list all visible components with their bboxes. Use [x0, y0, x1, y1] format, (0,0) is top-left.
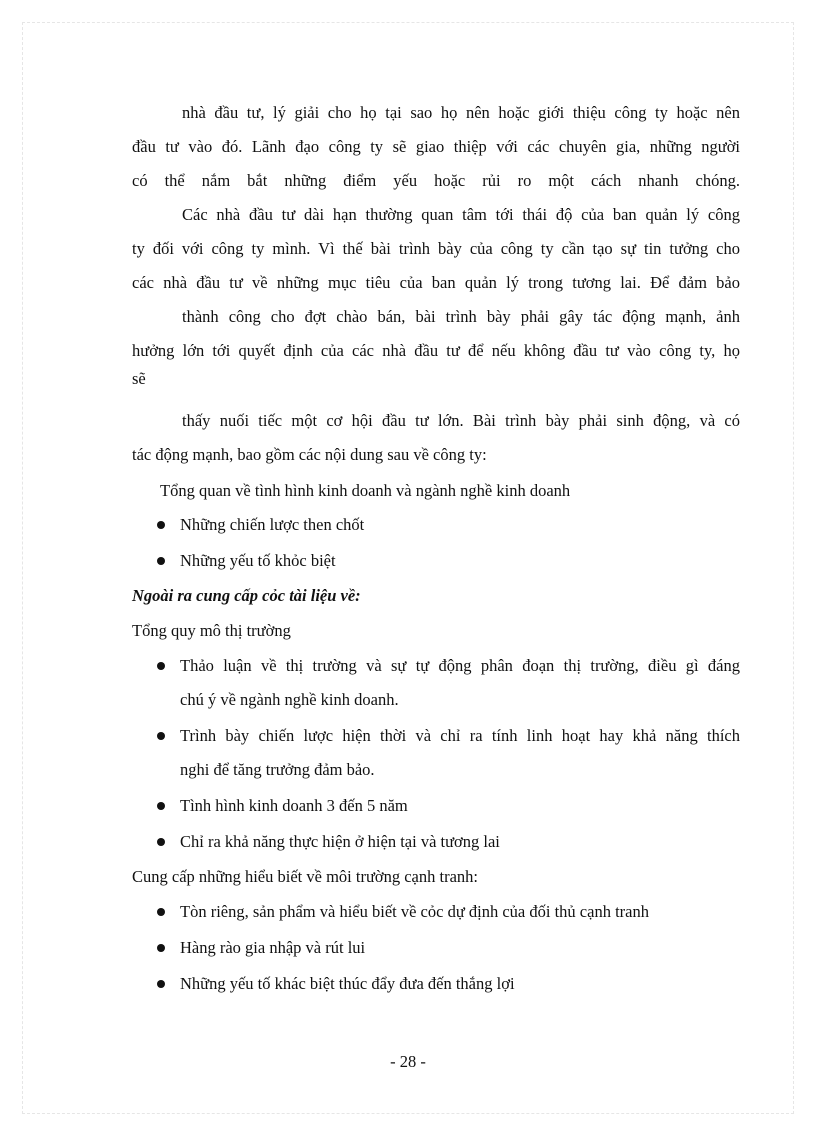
paragraph1-line-2: đầu tư vào đó. Lãnh đạo công ty sẽ giao thiệp với các chuyên gia, những người — [132, 137, 740, 156]
section-heading: Ngoài ra cung cấp cỏc tài liệu về: — [132, 586, 361, 605]
bullet-icon — [157, 908, 165, 916]
competition-label: Cung cấp những hiểu biết về môi trường cạnh tranh: — [132, 867, 478, 886]
paragraph1-line-3: có thể nắm bắt những điểm yếu hoặc rủi ro một cách nhanh chóng. — [132, 171, 740, 190]
paragraph1-line-1: nhà đầu tư, lý giải cho họ tại sao họ nên hoặc giới thiệu công ty hoặc nên — [182, 103, 740, 122]
page-number: - 28 - — [390, 1052, 426, 1071]
list-item: Những chiến lược then chốt — [180, 515, 365, 534]
paragraph2-line-3: các nhà đầu tư về những mục tiêu của ban quản lý trong tương lai. Để đảm bảo — [132, 273, 740, 292]
paragraph2-line-2: ty đối với công ty mình. Vì thế bài trình bày của công ty cần tạo sự tin tưởng cho — [132, 239, 740, 258]
list-item: Những yếu tố khỏc biệt — [180, 551, 336, 570]
overview-line: Tổng quan về tình hình kinh doanh và ngành nghề kinh doanh — [160, 481, 571, 500]
paragraph2-line-1: Các nhà đầu tư dài hạn thường quan tâm tới thái độ của ban quản lý công — [182, 205, 740, 224]
paragraph2-line-6: sẽ — [132, 369, 146, 388]
bullet-icon — [157, 980, 165, 988]
list-item-continuation: chú ý về ngành nghề kinh doanh. — [180, 690, 399, 709]
list-item: Trình bày chiến lược hiện thời và chỉ ra tính linh hoạt hay khả năng thích — [180, 726, 740, 745]
bullet-icon — [157, 732, 165, 740]
bullet-icon — [157, 944, 165, 952]
bullet-icon — [157, 802, 165, 810]
bullet-icon — [157, 662, 165, 670]
paragraph2-line-7: thấy nuối tiếc một cơ hội đầu tư lớn. Bài trình bày phải sinh động, và có — [182, 411, 740, 430]
paragraph2-line-5: hưởng lớn tới quyết định của các nhà đầu tư để nếu không đầu tư vào công ty, họ — [132, 341, 740, 360]
list-item: Những yếu tố khác biệt thúc đẩy đưa đến thắng lợi — [180, 974, 515, 993]
paragraph2-line-8: tác động mạnh, bao gồm các nội dung sau về công ty: — [132, 445, 487, 464]
list-item-continuation: nghi để tăng trưởng đảm bảo. — [180, 760, 375, 779]
list-item: Tình hình kinh doanh 3 đến 5 năm — [180, 796, 408, 815]
bullet-icon — [157, 838, 165, 846]
bullet-icon — [157, 521, 165, 529]
list-item: Tòn riêng, sản phẩm và hiểu biết về cỏc dự định của đối thủ cạnh tranh — [180, 902, 649, 921]
paragraph2-line-4: thành công cho đợt chào bán, bài trình bày phải gây tác động mạnh, ảnh — [182, 307, 740, 326]
list-item: Thảo luận về thị trường và sự tự động phân đoạn thị trường, điều gì đáng — [180, 656, 740, 675]
market-label: Tổng quy mô thị trường — [132, 621, 291, 640]
bullet-icon — [157, 557, 165, 565]
list-item: Chỉ ra khả năng thực hiện ở hiện tại và tương lai — [180, 832, 500, 851]
list-item: Hàng rào gia nhập và rút lui — [180, 938, 366, 957]
